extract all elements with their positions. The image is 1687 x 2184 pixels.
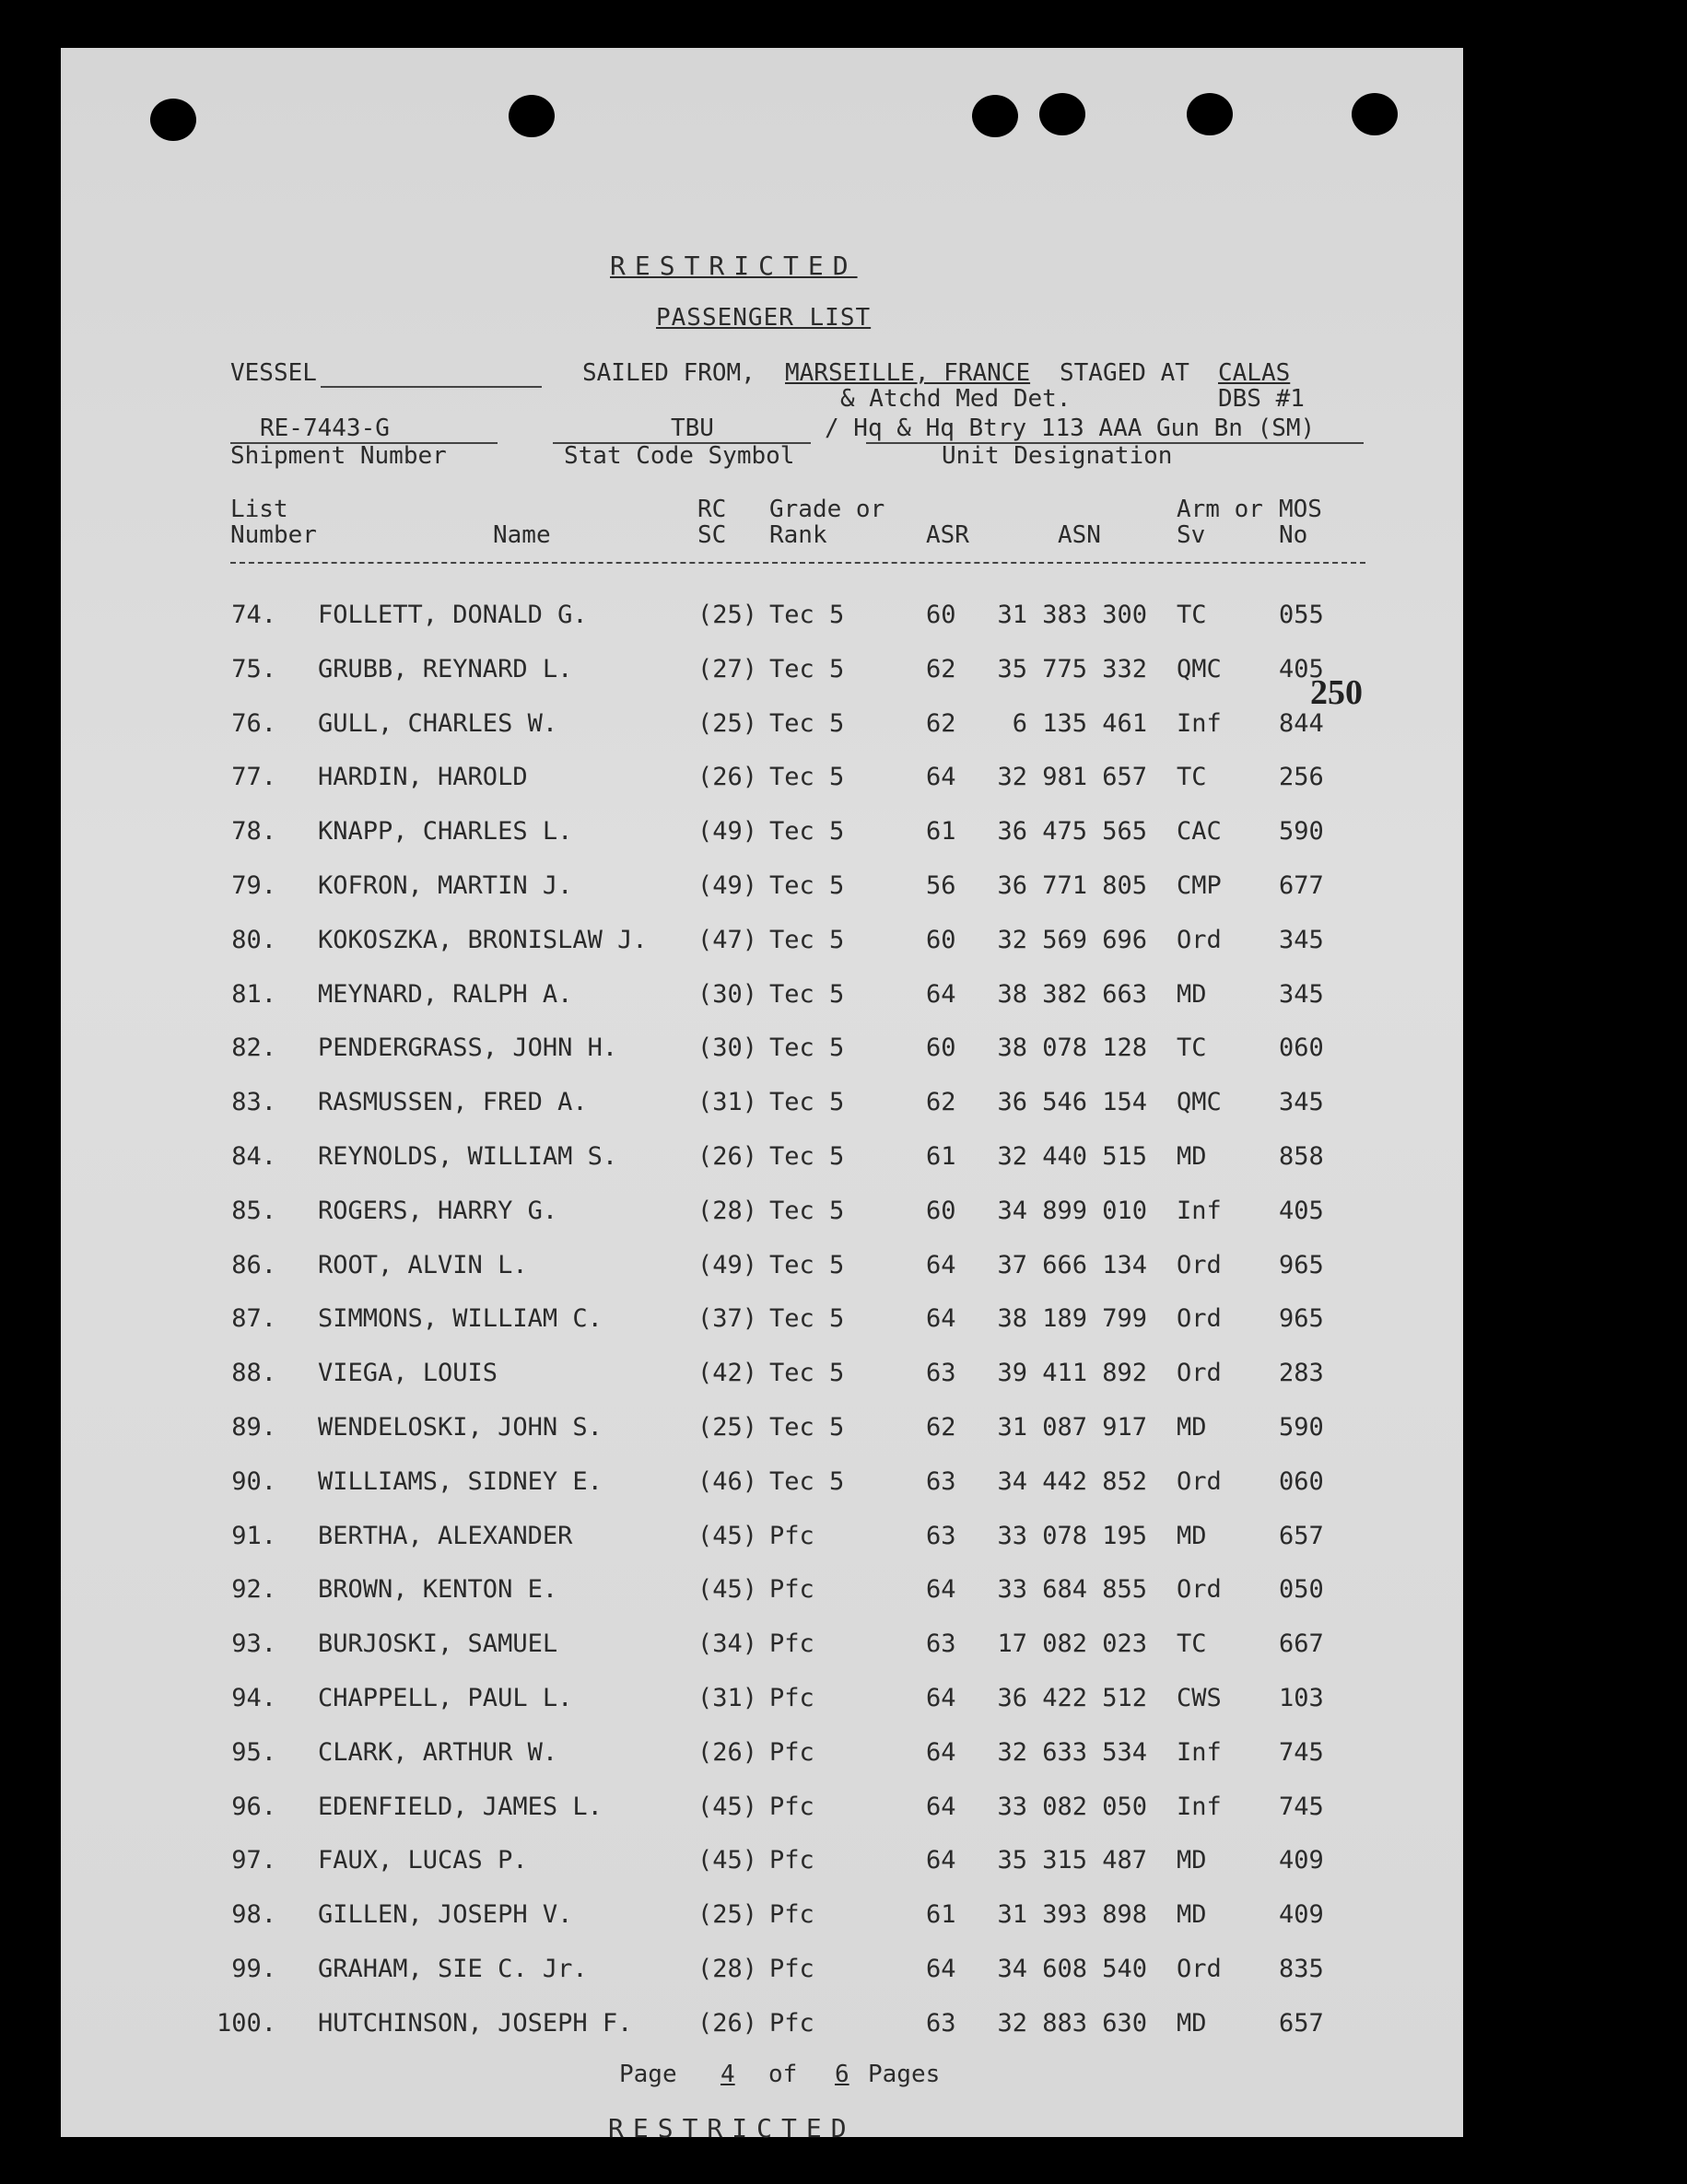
row-asr: 63	[926, 1521, 956, 1550]
row-name: GRAHAM, SIE C. Jr.	[318, 1955, 588, 1983]
table-row	[0, 1197, 1687, 1233]
table-row	[0, 926, 1687, 963]
row-rc-sc: (26)	[697, 1142, 758, 1171]
row-mos: 745	[1279, 1737, 1324, 1767]
row-mos: 409	[1279, 1900, 1324, 1930]
table-row	[0, 1522, 1687, 1559]
row-name: WENDELOSKI, JOHN S.	[318, 1413, 603, 1442]
row-rc-sc: (30)	[697, 979, 758, 1009]
table-row	[0, 1575, 1687, 1612]
row-grade: Pfc	[769, 1521, 814, 1550]
row-mos: 590	[1279, 1413, 1324, 1442]
row-arm-service: CWS	[1177, 1684, 1222, 1712]
row-mos: 256	[1279, 763, 1324, 792]
row-list-number: 94.	[231, 1684, 276, 1712]
punch-hole	[1039, 93, 1085, 135]
row-arm-service: MD	[1177, 1521, 1207, 1550]
row-arm-service: Ord	[1177, 1955, 1222, 1983]
row-mos: 657	[1279, 1521, 1324, 1550]
punch-hole	[1187, 93, 1233, 135]
table-row	[0, 1088, 1687, 1125]
row-asn: 38 189 799	[997, 1304, 1147, 1334]
stat-code-label: Stat Code Symbol	[564, 442, 795, 470]
row-list-number: 92.	[231, 1575, 276, 1605]
row-name: KNAPP, CHARLES L.	[318, 817, 573, 847]
row-asn: 32 633 534	[997, 1737, 1147, 1767]
row-rc-sc: (25)	[697, 1413, 758, 1442]
row-arm-service: MD	[1177, 1142, 1207, 1171]
pages-label: Pages	[868, 2061, 941, 2088]
row-arm-service: MD	[1177, 1413, 1207, 1442]
row-mos: 345	[1279, 1088, 1324, 1117]
row-rc-sc: (27)	[697, 654, 758, 683]
row-mos: 667	[1279, 1629, 1324, 1659]
row-asn: 33 082 050	[997, 1792, 1147, 1821]
row-grade: Pfc	[769, 1955, 814, 1983]
total-pages: 6	[835, 2061, 849, 2088]
sailed-from-label: SAILED FROM,	[582, 359, 756, 387]
col-list-number: List	[230, 496, 288, 523]
row-name: KOFRON, MARTIN J.	[318, 871, 573, 900]
row-asr: 60	[926, 925, 956, 954]
row-asr: 64	[926, 1737, 956, 1767]
col-mos: MOS	[1279, 496, 1322, 523]
row-asn: 31 087 917	[997, 1413, 1147, 1442]
page-number: 4	[720, 2061, 735, 2088]
row-name: MEYNARD, RALPH A.	[318, 979, 573, 1009]
row-asr: 64	[926, 763, 956, 792]
row-rc-sc: (45)	[697, 1792, 758, 1821]
row-list-number: 90.	[231, 1466, 276, 1496]
row-name: EDENFIELD, JAMES L.	[318, 1792, 603, 1821]
row-list-number: 75.	[231, 654, 276, 683]
row-list-number: 91.	[231, 1521, 276, 1550]
staged-at-value: CALAS	[1218, 359, 1291, 387]
row-asr: 63	[926, 1629, 956, 1659]
punch-hole	[150, 99, 196, 141]
row-asr: 64	[926, 1955, 956, 1983]
row-grade: Tec 5	[769, 1304, 845, 1334]
row-mos: 345	[1279, 979, 1324, 1009]
table-row	[0, 1955, 1687, 1991]
row-rc-sc: (49)	[697, 817, 758, 847]
row-asr: 64	[926, 1846, 956, 1875]
col-rc-sc: RC	[697, 496, 727, 523]
row-asr: 60	[926, 1034, 956, 1063]
col-asr: ASR	[926, 521, 969, 549]
row-list-number: 78.	[231, 817, 276, 847]
row-grade: Tec 5	[769, 1250, 845, 1279]
row-rc-sc: (25)	[697, 1900, 758, 1930]
row-list-number: 95.	[231, 1737, 276, 1767]
shipment-number-label: Shipment Number	[230, 442, 447, 470]
stat-code-value: TBU	[671, 415, 714, 442]
row-asr: 62	[926, 654, 956, 683]
row-arm-service: TC	[1177, 763, 1207, 792]
sailed-from-value: MARSEILLE, FRANCE	[785, 359, 1031, 387]
row-asn: 32 569 696	[997, 925, 1147, 954]
punch-hole	[1352, 93, 1398, 135]
table-row	[0, 1684, 1687, 1721]
row-mos: 657	[1279, 2008, 1324, 2038]
row-rc-sc: (26)	[697, 763, 758, 792]
row-arm-service: Inf	[1177, 1196, 1222, 1225]
table-row	[0, 1251, 1687, 1288]
row-asr: 64	[926, 1792, 956, 1821]
row-arm-service: MD	[1177, 1846, 1207, 1875]
row-grade: Tec 5	[769, 871, 845, 900]
row-mos: 677	[1279, 871, 1324, 900]
stamp-number: 250	[1310, 673, 1363, 712]
table-row	[0, 1034, 1687, 1070]
row-asn: 31 383 300	[997, 601, 1147, 629]
row-asr: 64	[926, 1575, 956, 1605]
row-grade: Tec 5	[769, 763, 845, 792]
row-rc-sc: (28)	[697, 1196, 758, 1225]
col-rc-sc: SC	[697, 521, 727, 549]
row-name: SIMMONS, WILLIAM C.	[318, 1304, 603, 1334]
col-name: Name	[493, 521, 551, 549]
row-name: GILLEN, JOSEPH V.	[318, 1900, 573, 1930]
row-rc-sc: (34)	[697, 1629, 758, 1659]
row-mos: 965	[1279, 1304, 1324, 1334]
row-rc-sc: (49)	[697, 871, 758, 900]
row-name: WILLIAMS, SIDNEY E.	[318, 1466, 603, 1496]
row-rc-sc: (46)	[697, 1466, 758, 1496]
row-rc-sc: (30)	[697, 1034, 758, 1063]
row-mos: 409	[1279, 1846, 1324, 1875]
row-name: ROGERS, HARRY G.	[318, 1196, 558, 1225]
row-asn: 6 135 461	[1012, 708, 1147, 738]
row-arm-service: Inf	[1177, 1792, 1222, 1821]
row-list-number: 82.	[231, 1034, 276, 1063]
row-grade: Tec 5	[769, 1142, 845, 1171]
row-grade: Tec 5	[769, 1034, 845, 1063]
row-asn: 32 981 657	[997, 763, 1147, 792]
row-asr: 63	[926, 2008, 956, 2038]
row-arm-service: Ord	[1177, 1575, 1222, 1605]
row-list-number: 100.	[216, 2008, 276, 2038]
row-arm-service: QMC	[1177, 654, 1222, 683]
passenger-list-title: PASSENGER LIST	[656, 304, 872, 332]
row-asn: 35 315 487	[997, 1846, 1147, 1875]
row-name: HUTCHINSON, JOSEPH F.	[318, 2008, 633, 2038]
row-arm-service: Inf	[1177, 708, 1222, 738]
row-mos: 283	[1279, 1359, 1324, 1388]
row-list-number: 89.	[231, 1413, 276, 1442]
row-asn: 32 883 630	[997, 2008, 1147, 2038]
row-grade: Pfc	[769, 2008, 814, 2038]
row-asn: 34 442 852	[997, 1466, 1147, 1496]
row-asn: 38 078 128	[997, 1034, 1147, 1063]
row-grade: Pfc	[769, 1846, 814, 1875]
row-grade: Pfc	[769, 1575, 814, 1605]
row-arm-service: Ord	[1177, 1250, 1222, 1279]
row-list-number: 84.	[231, 1142, 276, 1171]
row-name: FAUX, LUCAS P.	[318, 1846, 528, 1875]
row-rc-sc: (45)	[697, 1575, 758, 1605]
row-grade: Tec 5	[769, 925, 845, 954]
row-grade: Tec 5	[769, 1196, 845, 1225]
row-asn: 37 666 134	[997, 1250, 1147, 1279]
row-asr: 56	[926, 871, 956, 900]
table-row	[0, 601, 1687, 637]
col-arm: Arm or	[1177, 496, 1263, 523]
row-rc-sc: (25)	[697, 708, 758, 738]
row-list-number: 79.	[231, 871, 276, 900]
row-arm-service: TC	[1177, 1034, 1207, 1063]
row-asr: 62	[926, 708, 956, 738]
table-row	[0, 1846, 1687, 1883]
row-asn: 39 411 892	[997, 1359, 1147, 1388]
header-divider	[230, 562, 1365, 564]
row-asr: 61	[926, 817, 956, 847]
row-list-number: 98.	[231, 1900, 276, 1930]
page-label: Page	[619, 2061, 677, 2088]
row-list-number: 87.	[231, 1304, 276, 1334]
row-rc-sc: (47)	[697, 925, 758, 954]
unit-designation-value: / Hq & Hq Btry 113 AAA Gun Bn (SM)	[825, 415, 1316, 442]
row-arm-service: Ord	[1177, 925, 1222, 954]
table-row	[0, 763, 1687, 800]
row-name: BURJOSKI, SAMUEL	[318, 1629, 558, 1659]
row-list-number: 99.	[231, 1955, 276, 1983]
row-rc-sc: (25)	[697, 601, 758, 629]
punch-hole	[509, 95, 555, 137]
unit-designation-label: Unit Designation	[942, 442, 1173, 470]
row-asn: 36 422 512	[997, 1684, 1147, 1712]
row-asr: 60	[926, 1196, 956, 1225]
row-name: CLARK, ARTHUR W.	[318, 1737, 558, 1767]
row-name: BERTHA, ALEXANDER	[318, 1521, 573, 1550]
table-row	[0, 1793, 1687, 1829]
row-asr: 64	[926, 979, 956, 1009]
row-asn: 31 393 898	[997, 1900, 1147, 1930]
table-row	[0, 655, 1687, 692]
table-row	[0, 1304, 1687, 1341]
table-row	[0, 980, 1687, 1017]
restricted-footer: RESTRICTED	[608, 2113, 856, 2143]
row-list-number: 83.	[231, 1088, 276, 1117]
row-mos: 858	[1279, 1142, 1324, 1171]
row-mos: 050	[1279, 1575, 1324, 1605]
restricted-heading: RESTRICTED	[610, 251, 858, 281]
attached-detachment: & Atchd Med Det.	[840, 385, 1072, 413]
row-mos: 060	[1279, 1466, 1324, 1496]
table-row	[0, 1142, 1687, 1179]
row-rc-sc: (31)	[697, 1684, 758, 1712]
col-mos: No	[1279, 521, 1308, 549]
row-grade: Pfc	[769, 1792, 814, 1821]
row-asr: 61	[926, 1900, 956, 1930]
row-grade: Tec 5	[769, 1088, 845, 1117]
row-asn: 33 078 195	[997, 1521, 1147, 1550]
row-mos: 405	[1279, 1196, 1324, 1225]
row-grade: Tec 5	[769, 1466, 845, 1496]
row-asn: 36 546 154	[997, 1088, 1147, 1117]
row-asn: 36 475 565	[997, 817, 1147, 847]
row-grade: Tec 5	[769, 1359, 845, 1388]
row-arm-service: MD	[1177, 2008, 1207, 2038]
table-row	[0, 709, 1687, 746]
row-rc-sc: (45)	[697, 1846, 758, 1875]
staged-at-label: STAGED AT	[1060, 359, 1189, 387]
row-name: GRUBB, REYNARD L.	[318, 654, 573, 683]
row-grade: Tec 5	[769, 654, 845, 683]
row-mos: 590	[1279, 817, 1324, 847]
punch-hole	[972, 95, 1018, 137]
row-asr: 62	[926, 1413, 956, 1442]
row-grade: Tec 5	[769, 708, 845, 738]
row-rc-sc: (49)	[697, 1250, 758, 1279]
table-row	[0, 1467, 1687, 1504]
row-name: GULL, CHARLES W.	[318, 708, 558, 738]
row-grade: Pfc	[769, 1737, 814, 1767]
row-mos: 745	[1279, 1792, 1324, 1821]
row-asr: 64	[926, 1304, 956, 1334]
vessel-blank	[321, 386, 542, 388]
row-name: HARDIN, HAROLD	[318, 763, 528, 792]
row-asn: 34 899 010	[997, 1196, 1147, 1225]
table-row	[0, 817, 1687, 854]
of-label: of	[768, 2061, 798, 2088]
row-rc-sc: (28)	[697, 1955, 758, 1983]
row-asr: 61	[926, 1142, 956, 1171]
row-rc-sc: (45)	[697, 1521, 758, 1550]
row-mos: 844	[1279, 708, 1324, 738]
row-grade: Tec 5	[769, 1413, 845, 1442]
row-list-number: 74.	[231, 601, 276, 629]
row-arm-service: Inf	[1177, 1737, 1222, 1767]
vessel-label: VESSEL	[230, 359, 317, 387]
row-name: FOLLETT, DONALD G.	[318, 601, 588, 629]
row-asr: 63	[926, 1359, 956, 1388]
row-arm-service: MD	[1177, 979, 1207, 1009]
row-arm-service: TC	[1177, 601, 1207, 629]
row-list-number: 85.	[231, 1196, 276, 1225]
table-row	[0, 1629, 1687, 1666]
row-asn: 32 440 515	[997, 1142, 1147, 1171]
row-name: BROWN, KENTON E.	[318, 1575, 558, 1605]
row-list-number: 81.	[231, 979, 276, 1009]
row-rc-sc: (31)	[697, 1088, 758, 1117]
row-arm-service: TC	[1177, 1629, 1207, 1659]
row-asr: 64	[926, 1684, 956, 1712]
col-grade: Grade or	[769, 496, 885, 523]
row-name: ROOT, ALVIN L.	[318, 1250, 528, 1279]
row-name: VIEGA, LOUIS	[318, 1359, 498, 1388]
row-name: REYNOLDS, WILLIAM S.	[318, 1142, 618, 1171]
row-list-number: 88.	[231, 1359, 276, 1388]
row-name: RASMUSSEN, FRED A.	[318, 1088, 588, 1117]
row-asn: 33 684 855	[997, 1575, 1147, 1605]
row-grade: Pfc	[769, 1684, 814, 1712]
row-grade: Pfc	[769, 1629, 814, 1659]
table-row	[0, 2009, 1687, 2046]
row-grade: Tec 5	[769, 979, 845, 1009]
table-row	[0, 1359, 1687, 1396]
row-rc-sc: (42)	[697, 1359, 758, 1388]
col-asn: ASN	[1058, 521, 1101, 549]
row-mos: 103	[1279, 1684, 1324, 1712]
row-grade: Tec 5	[769, 601, 845, 629]
col-grade: Rank	[769, 521, 827, 549]
table-row	[0, 1738, 1687, 1775]
row-asr: 64	[926, 1250, 956, 1279]
row-mos: 055	[1279, 601, 1324, 629]
dbs-number: DBS #1	[1218, 385, 1305, 413]
table-row	[0, 1413, 1687, 1450]
row-name: KOKOSZKA, BRONISLAW J.	[318, 925, 648, 954]
row-list-number: 77.	[231, 763, 276, 792]
row-mos: 835	[1279, 1955, 1324, 1983]
row-mos: 965	[1279, 1250, 1324, 1279]
col-arm: Sv	[1177, 521, 1206, 549]
row-asn: 38 382 663	[997, 979, 1147, 1009]
row-arm-service: CMP	[1177, 871, 1222, 900]
row-grade: Pfc	[769, 1900, 814, 1930]
row-name: PENDERGRASS, JOHN H.	[318, 1034, 618, 1063]
row-arm-service: CAC	[1177, 817, 1222, 847]
row-mos: 060	[1279, 1034, 1324, 1063]
row-mos: 405	[1279, 654, 1324, 683]
row-rc-sc: (26)	[697, 2008, 758, 2038]
row-asr: 62	[926, 1088, 956, 1117]
row-asn: 35 775 332	[997, 654, 1147, 683]
row-rc-sc: (37)	[697, 1304, 758, 1334]
row-arm-service: MD	[1177, 1900, 1207, 1930]
row-arm-service: Ord	[1177, 1466, 1222, 1496]
row-list-number: 97.	[231, 1846, 276, 1875]
row-list-number: 86.	[231, 1250, 276, 1279]
row-list-number: 96.	[231, 1792, 276, 1821]
row-arm-service: Ord	[1177, 1359, 1222, 1388]
row-list-number: 93.	[231, 1629, 276, 1659]
row-name: CHAPPELL, PAUL L.	[318, 1684, 573, 1712]
row-list-number: 80.	[231, 925, 276, 954]
row-mos: 345	[1279, 925, 1324, 954]
row-arm-service: Ord	[1177, 1304, 1222, 1334]
row-asr: 60	[926, 601, 956, 629]
row-grade: Tec 5	[769, 817, 845, 847]
row-asn: 17 082 023	[997, 1629, 1147, 1659]
row-rc-sc: (26)	[697, 1737, 758, 1767]
col-list-number: Number	[230, 521, 317, 549]
row-asr: 63	[926, 1466, 956, 1496]
row-list-number: 76.	[231, 708, 276, 738]
row-asn: 36 771 805	[997, 871, 1147, 900]
row-asn: 34 608 540	[997, 1955, 1147, 1983]
row-arm-service: QMC	[1177, 1088, 1222, 1117]
shipment-number-value: RE-7443-G	[260, 415, 390, 442]
table-row	[0, 871, 1687, 908]
table-row	[0, 1900, 1687, 1937]
